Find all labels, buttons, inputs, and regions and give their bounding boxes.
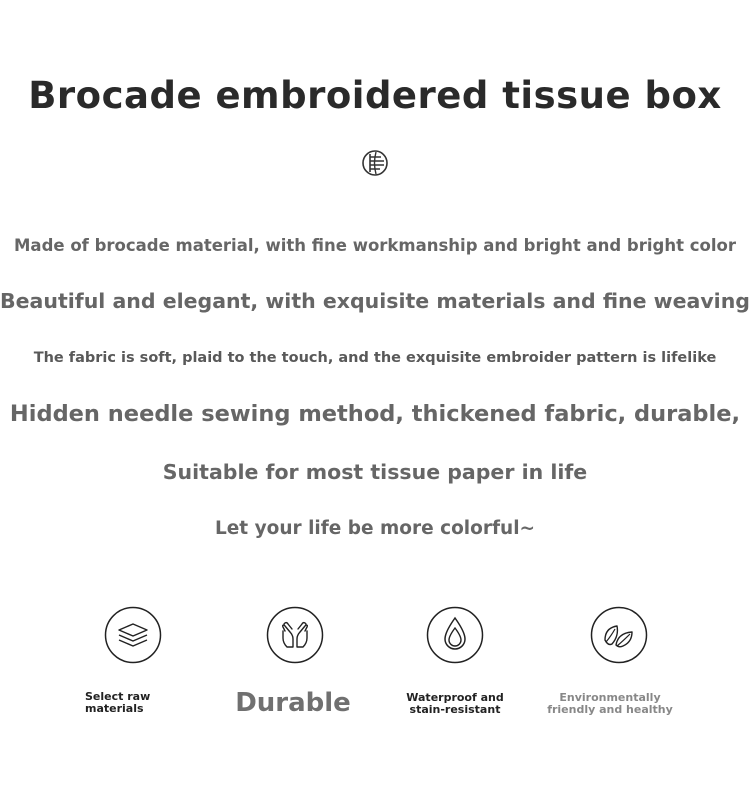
water-drop-icon (426, 606, 484, 664)
description-line-6: Let your life be more colorful~ (214, 518, 536, 539)
feature-caption-eco-friendly (540, 692, 680, 716)
description-line-5: Suitable for most tissue paper in life (162, 460, 588, 484)
caption-line: Environmentally (559, 691, 661, 704)
feature-caption-waterproof (395, 692, 515, 716)
layers-icon (104, 606, 162, 664)
feature-caption-select-raw-materials (85, 691, 150, 715)
stylized-circle-logo-icon (360, 148, 390, 178)
caption-line: Select raw (85, 690, 151, 703)
feature-caption-durable: Durable (235, 688, 351, 718)
page-title: Brocade embroidered tissue box (28, 74, 722, 117)
caption-line: stain-resistant (409, 703, 501, 716)
description-line-4: Hidden needle sewing method, thickened fabric, durable, (9, 401, 741, 427)
description-line-1: Made of brocade material, with fine workmanship and bright and bright color (14, 236, 736, 255)
description-line-3: The fabric is soft, plaid to the touch, and the exquisite embroider pattern is lifelike (33, 350, 717, 366)
caption-line: materials (85, 702, 144, 715)
hands-icon (266, 606, 324, 664)
caption-line: friendly and healthy (547, 703, 673, 716)
leaf-icon (590, 606, 648, 664)
caption-line: Waterproof and (406, 691, 504, 704)
description-line-2: Beautiful and elegant, with exquisite materials and fine weaving (0, 289, 750, 313)
